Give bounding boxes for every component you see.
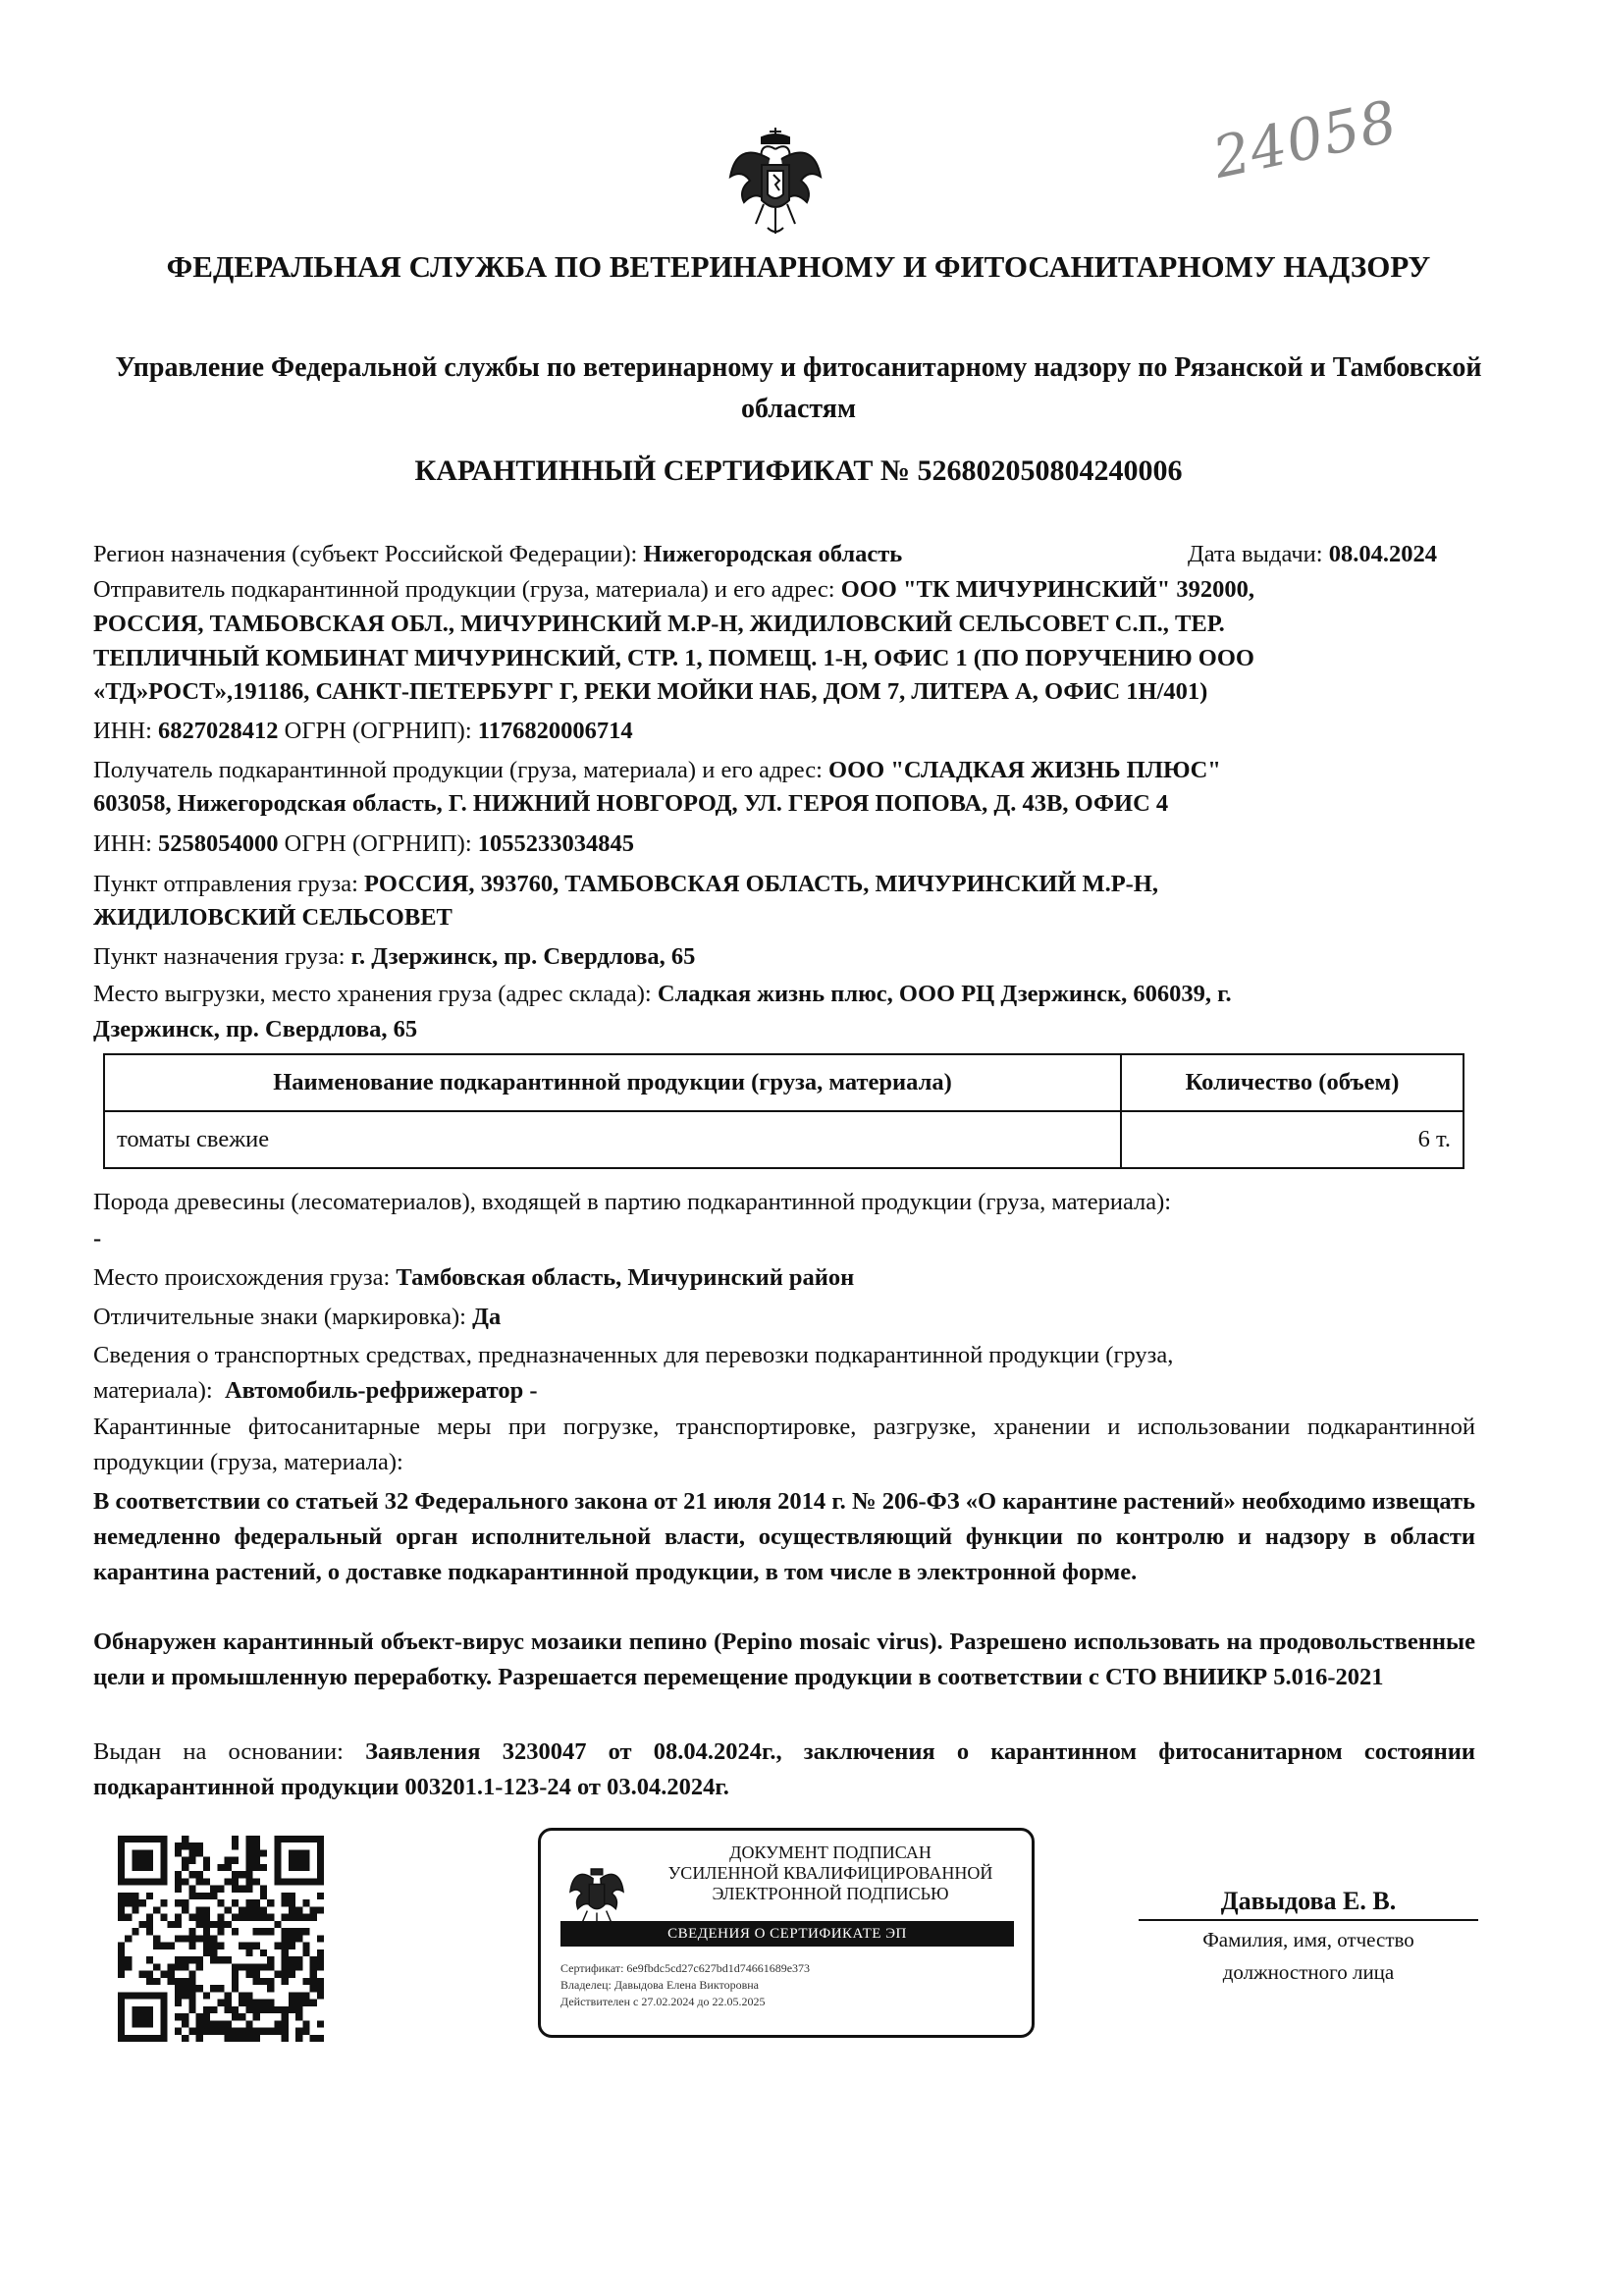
sender-value-l3: ТЕПЛИЧНЫЙ КОМБИНАТ МИЧУРИНСКИЙ, СТР. 1, ПОМЕЩ. 1-Н, ОФИС 1 (ПО ПОРУЧЕНИЮ ООО bbox=[93, 645, 1254, 671]
destination-row bbox=[93, 940, 695, 973]
receiver-ids bbox=[93, 828, 634, 860]
destination-label: Пункт назначения груза: bbox=[93, 943, 346, 970]
dispatch-row bbox=[93, 868, 1158, 900]
origin-label: Место происхождения груза: bbox=[93, 1264, 391, 1291]
unloading-value-l1: Сладкая жизнь плюс, ООО РЦ Дзержинск, 606039, г. bbox=[657, 981, 1232, 1007]
sender-inn: 6827028412 bbox=[158, 718, 279, 744]
measures-label: Карантинные фитосанитарные меры при погрузке, транспортировке, разгрузке, хранении и использовании подкарантинной продукции (груза, материала): bbox=[93, 1414, 1475, 1475]
measures-text-2: Обнаружен карантинный объект-вирус мозаики пепино (Pepino mosaic virus). Разрешено использовать на продовольственные цели и промышленную переработку. Разрешается перемещение продукции в соответствии с СТО ВНИИКР 5.016-2021 bbox=[93, 1629, 1475, 1690]
destination-value: г. Дзержинск, пр. Свердлова, 65 bbox=[350, 943, 696, 970]
stamp-line-3: ЭЛЕКТРОННОЙ ПОДПИСЬЮ bbox=[712, 1884, 949, 1903]
sender-value-l2: РОССИЯ, ТАМБОВСКАЯ ОБЛ., МИЧУРИНСКИЙ М.Р-Н, ЖИДИЛОВСКИЙ СЕЛЬСОВЕТ С.П., ТЕР. bbox=[93, 611, 1225, 637]
goods-col-qty: Количество (объем) bbox=[1121, 1054, 1464, 1111]
receiver-ogrn-label: ОГРН (ОГРНИП): bbox=[284, 830, 472, 857]
electronic-signature-stamp bbox=[538, 1828, 1035, 2038]
sender-value-l1: ООО "ТК МИЧУРИНСКИЙ" 392000, bbox=[840, 576, 1254, 603]
receiver-value-l2: 603058, Нижегородская область, Г. НИЖНИЙ НОВГОРОД, УЛ. ГЕРОЯ ПОПОВА, Д. 43В, ОФИС 4 bbox=[93, 790, 1169, 817]
unloading-value-l2: Дзержинск, пр. Свердлова, 65 bbox=[93, 1016, 418, 1042]
stamp-cert-bar: СВЕДЕНИЯ О СЕРТИФИКАТЕ ЭП bbox=[560, 1921, 1014, 1947]
origin-value: Тамбовская область, Мичуринский район bbox=[396, 1264, 855, 1291]
table-row bbox=[104, 1111, 1464, 1168]
wood-label: Порода древесины (лесоматериалов), входящей в партию подкарантинной продукции (груза, материала): bbox=[93, 1189, 1172, 1215]
transport-row bbox=[93, 1374, 538, 1407]
signer-caption-l1: Фамилия, имя, отчество bbox=[1202, 1928, 1414, 1951]
receiver-row bbox=[93, 754, 1221, 786]
goods-name-cell: томаты свежие bbox=[104, 1111, 1121, 1168]
marking-value: Да bbox=[472, 1304, 502, 1330]
sender-ids bbox=[93, 715, 633, 747]
stamp-cert-number: Сертификат: 6e9fbdc5cd27c627bd1d74661689e373 bbox=[560, 1961, 811, 1975]
basis-value: Заявления 3230047 от 08.04.2024г., заключения о карантинном фитосанитарном состоянии подкарантинной продукции 003201.1-123-24 от 03.04.2024г. bbox=[93, 1738, 1475, 1800]
goods-table bbox=[103, 1053, 1464, 1169]
stamp-line-2: УСИЛЕННОЙ КВАЛИФИЦИРОВАННОЙ bbox=[667, 1863, 993, 1883]
signer-divider bbox=[1139, 1919, 1478, 1921]
measures-text-1: В соответствии со статьей 32 Федерального закона от 21 июля 2014 г. № 206-ФЗ «О карантине растений» необходимо извещать немедленно федеральный орган исполнительной власти, осуществляющий функции по контролю и надзору в области карантина растений, о доставке подкарантинной продукции, в том числе в электронной форме. bbox=[93, 1488, 1475, 1585]
marking-label: Отличительные знаки (маркировка): bbox=[93, 1304, 466, 1330]
transport-label-l1: Сведения о транспортных средствах, предназначенных для перевозки подкарантинной продукции (груза, bbox=[93, 1342, 1174, 1368]
receiver-inn: 5258054000 bbox=[158, 830, 279, 857]
issue-date-label: Дата выдачи: bbox=[1188, 541, 1323, 567]
receiver-value-l1: ООО "СЛАДКАЯ ЖИЗНЬ ПЛЮС" bbox=[828, 757, 1221, 783]
sender-inn-label: ИНН: bbox=[93, 718, 152, 744]
receiver-ogrn: 1055233034845 bbox=[477, 830, 635, 857]
receiver-label: Получатель подкарантинной продукции (груза, материала) и его адрес: bbox=[93, 757, 823, 783]
russian-emblem-icon bbox=[726, 126, 825, 241]
signer-caption bbox=[1139, 1924, 1478, 1989]
issue-date-value: 08.04.2024 bbox=[1328, 541, 1437, 567]
region-row bbox=[93, 538, 902, 570]
signer-name: Давыдова Е. В. bbox=[1220, 1887, 1397, 1915]
sender-row bbox=[93, 573, 1254, 606]
certificate-title: КАРАНТИННЫЙ СЕРТИФИКАТ № 526802050804240006 bbox=[414, 454, 1183, 487]
issue-date-row bbox=[1188, 538, 1437, 570]
qr-code-icon bbox=[118, 1836, 324, 2042]
unloading-row bbox=[93, 978, 1232, 1010]
signer-caption-l2: должностного лица bbox=[1222, 1960, 1395, 1984]
unloading-label: Место выгрузки, место хранения груза (адрес склада): bbox=[93, 981, 652, 1007]
stamp-owner: Владелец: Давыдова Елена Викторовна bbox=[560, 1978, 759, 1992]
goods-qty-cell: 6 т. bbox=[1121, 1111, 1464, 1168]
basis-label: Выдан на основании: bbox=[93, 1738, 344, 1765]
dispatch-value-l2: ЖИДИЛОВСКИЙ СЕЛЬСОВЕТ bbox=[93, 904, 452, 931]
dispatch-label: Пункт отправления груза: bbox=[93, 871, 358, 897]
goods-col-name: Наименование подкарантинной продукции (груза, материала) bbox=[104, 1054, 1121, 1111]
region-label: Регион назначения (субъект Российской Федерации): bbox=[93, 541, 638, 567]
wood-value: - bbox=[93, 1225, 102, 1252]
sender-label: Отправитель подкарантинной продукции (груза, материала) и его адрес: bbox=[93, 576, 835, 603]
marking-row bbox=[93, 1301, 501, 1333]
dispatch-value-l1: РОССИЯ, 393760, ТАМБОВСКАЯ ОБЛАСТЬ, МИЧУРИНСКИЙ М.Р-Н, bbox=[364, 871, 1158, 897]
region-value: Нижегородская область bbox=[643, 541, 903, 567]
basis-row bbox=[93, 1735, 1475, 1805]
origin-row bbox=[93, 1261, 854, 1294]
sender-value-l4: «ТД»РОСТ»,191186, САНКТ-ПЕТЕРБУРГ Г, РЕКИ МОЙКИ НАБ, ДОМ 7, ЛИТЕРА А, ОФИС 1Н/401) bbox=[93, 678, 1208, 705]
agency-title: ФЕДЕРАЛЬНАЯ СЛУЖБА ПО ВЕТЕРИНАРНОМУ И ФИТОСАНИТАРНОМУ НАДЗОРУ bbox=[166, 249, 1431, 284]
transport-label-l2: материала): bbox=[93, 1377, 213, 1404]
handwritten-note: 24058 bbox=[1207, 87, 1404, 191]
stamp-validity: Действителен с 27.02.2024 до 22.05.2025 bbox=[560, 1995, 766, 2008]
goods-header-row bbox=[104, 1054, 1464, 1111]
sender-ogrn-label: ОГРН (ОГРНИП): bbox=[284, 718, 472, 744]
receiver-inn-label: ИНН: bbox=[93, 830, 152, 857]
department-title: Управление Федеральной службы по ветеринарному и фитосанитарному надзору по Рязанской и Тамбовской областям bbox=[115, 352, 1482, 424]
stamp-line-1: ДОКУМЕНТ ПОДПИСАН bbox=[729, 1842, 932, 1862]
sender-ogrn: 1176820006714 bbox=[477, 718, 633, 744]
transport-value: Автомобиль-рефрижератор - bbox=[224, 1377, 538, 1404]
